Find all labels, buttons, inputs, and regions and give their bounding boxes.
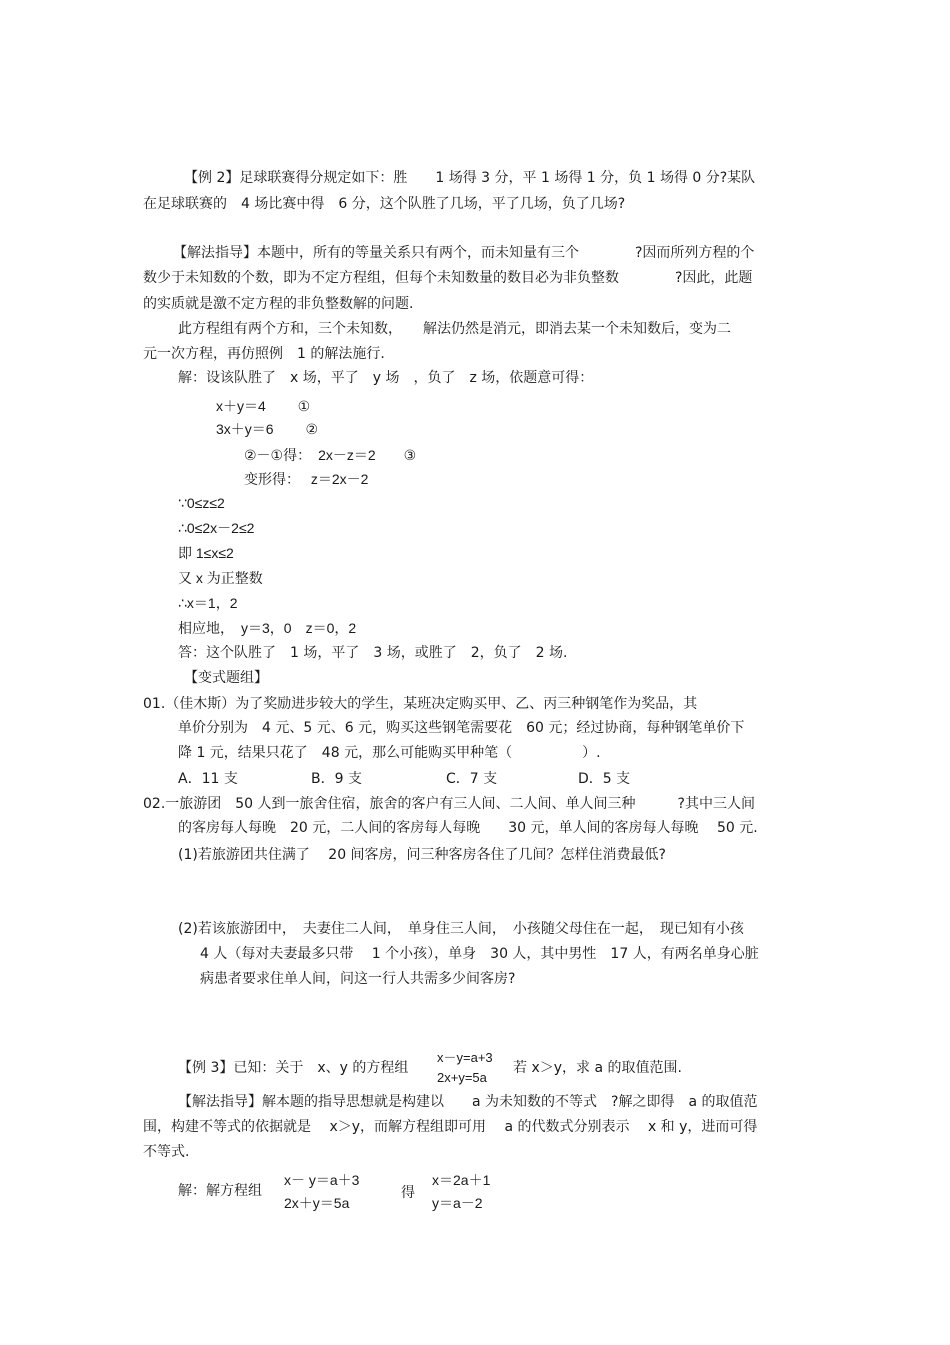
step-6: 相应地， y＝3，0 z＝0，2 [178, 620, 357, 636]
q02-part1: (1)若旅游团共住满了 20 间客房，问三种客房各住了几间？怎样住消费最低? [178, 847, 666, 863]
example3-guide-line3: 不等式. [143, 1144, 190, 1160]
step-1: ∵0≤z≤2 [178, 495, 225, 511]
q02-part2-line2: 4 人（每对夫妻最多只带 1 个小孩），单身 30 人，其中男性 17 人，有两名单身心脏 [200, 946, 759, 962]
example3-result-eq1: x＝2a＋1 [432, 1172, 491, 1188]
q01-option-d: D．5 支 [578, 771, 631, 787]
q02-line2: 的客房每人每晚 20 元，二人间的客房每人每晚 30 元，单人间的客房每人每晚 50 元. [178, 820, 758, 836]
example3-solution-eq2: 2x＋y＝5a [284, 1195, 350, 1211]
example2-guide-line3: 的实质就是激不定方程的非负整数解的问题. [143, 296, 414, 312]
example2-method-line2: 元一次方程，再仿照例 1 的解法施行. [143, 346, 385, 362]
step-4: 又 x 为正整数 [178, 570, 263, 586]
step-5: ∴x＝1，2 [178, 595, 238, 611]
example3-solution-eq1: x－ y＝a＋3 [284, 1172, 360, 1188]
q01-option-a: A．11 支 [178, 771, 238, 787]
q01-option-b: B．9 支 [311, 771, 362, 787]
q02-line1: 02.一旅游团 50 人到一旅舍住宿，旅舍的客户有三人间、二人间、单人间三种 ?其中三人间 [143, 796, 755, 812]
example3-result-eq2: y＝a－2 [432, 1195, 483, 1211]
q01-line1: 01.（佳木斯）为了奖励进步较大的学生，某班决定购买甲、乙、丙三种钢笔作为奖品，其 [143, 696, 698, 712]
step-2: ∴0≤2x－2≤2 [178, 520, 255, 536]
example3-system-eq1: x－y=a+3 [437, 1050, 493, 1065]
equation-4: 变形得： z＝2x－2 [244, 471, 369, 487]
q01-line2: 单价分别为 4 元、5 元、6 元，购买这些钢笔需要花 60 元；经过协商，每种钢笔单价下 [178, 720, 745, 736]
example2-title-line2: 在足球联赛的 4 场比赛中得 6 分，这个队胜了几场，平了几场，负了几场? [143, 196, 626, 212]
q01-line3: 降 1 元，结果只花了 48 元，那么可能购买甲种笔（ ）. [178, 745, 601, 761]
example2-guide-line1: 【解法指导】本题中，所有的等量关系只有两个，而未知量有三个 ?因而所列方程的个 [173, 245, 755, 261]
equation-3: ②－①得： 2x－z＝2 ③ [244, 447, 417, 463]
equation-2: 3x＋y＝6 ② [216, 421, 319, 437]
q02-part2-line3: 病患者要求住单人间，问这一行人共需多少间客房? [200, 971, 516, 987]
example3-suffix: 若 x＞y，求 a 的取值范围. [513, 1060, 682, 1076]
example3-guide-line2: 围，构建不等式的依据就是 x＞y，而解方程组即可用 a 的代数式分别表示 x 和 y，进而可得 [143, 1119, 758, 1135]
example3-prefix: 【例 3】已知：关于 x、y 的方程组 [178, 1060, 409, 1076]
example2-title-line1: 【例 2】足球联赛得分规定如下：胜 1 场得 3 分，平 1 场得 1 分，负 1 场得 0 分?某队 [184, 170, 756, 186]
example3-guide-line1: 【解法指导】解本题的指导思想就是构建以 a 为未知数的不等式 ?解之即得 a 的取值范 [178, 1094, 758, 1110]
step-3: 即 1≤x≤2 [178, 545, 234, 561]
q01-option-c: C．7 支 [446, 771, 498, 787]
example2-method-line1: 此方程组有两个方和，三个未知数， 解法仍然是消元，即消去某一个未知数后，变为二 [178, 321, 731, 337]
example3-system-eq2: 2x+y=5a [437, 1070, 487, 1085]
q02-part2-line1: (2)若该旅游团中， 夫妻住二人间， 单身住三人间， 小孩随父母住在一起， 现已知有小孩 [178, 921, 744, 937]
equation-1: x＋y＝4 ① [216, 398, 311, 414]
variants-heading: 【变式题组】 [184, 670, 268, 686]
example2-answer: 答：这个队胜了 1 场，平了 3 场，或胜了 2，负了 2 场. [178, 645, 568, 661]
example2-guide-line2: 数少于未知数的个数，即为不定方程组，但每个未知数量的数目必为非负整数 ?因此，此题 [143, 270, 753, 286]
example2-solution-intro: 解：设该队胜了 x 场，平了 y 场 ，负了 z 场，依题意可得： [178, 370, 594, 386]
example3-solution-prefix: 解：解方程组 [178, 1183, 262, 1199]
example3-get: 得 [401, 1185, 415, 1201]
